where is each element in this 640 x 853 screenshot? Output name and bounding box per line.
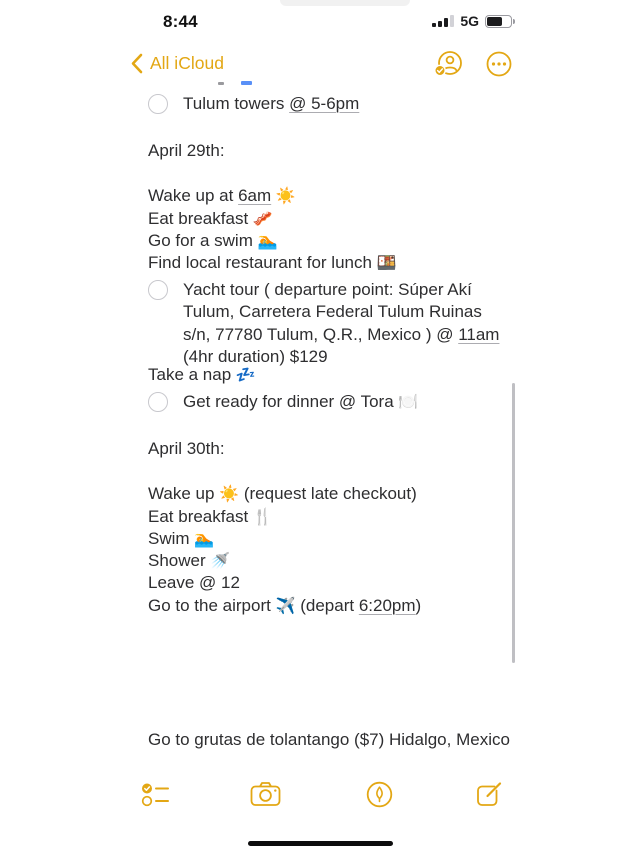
line-swim-2: Swim 🏊 — [148, 529, 215, 548]
fork-knife-icon: 🍴 — [252, 509, 273, 526]
heading-april-29: April 29th: — [148, 141, 225, 160]
line-go-for-swim: Go for a swim 🏊 — [148, 231, 278, 250]
status-bar — [0, 0, 640, 44]
bottom-toolbar — [0, 779, 640, 825]
compose-icon[interactable] — [474, 781, 503, 809]
time-link[interactable]: 6:20pm — [358, 596, 416, 615]
dynamic-island — [280, 0, 410, 6]
line-eat-breakfast-1: Eat breakfast 🥓 — [148, 209, 273, 228]
camera-icon[interactable] — [250, 781, 281, 807]
nav-bar — [0, 46, 640, 86]
bento-box-icon: 🍱 — [376, 255, 397, 272]
time-link[interactable]: 11am — [458, 324, 500, 344]
back-button-label: All iCloud — [150, 53, 224, 73]
cellular-signal-icon — [432, 15, 454, 27]
checkbox-unchecked[interactable] — [148, 280, 168, 300]
markup-pen-icon[interactable] — [366, 781, 393, 808]
bacon-icon: 🥓 — [252, 211, 273, 228]
line-find-lunch: Find local restaurant for lunch 🍱 — [148, 253, 397, 272]
network-type-label: 5G — [460, 13, 479, 29]
more-options-button[interactable] — [486, 51, 512, 77]
shower-icon: 🚿 — [210, 553, 231, 570]
sun-icon: ☀️ — [219, 486, 240, 503]
sun-icon: ☀️ — [275, 188, 296, 205]
home-indicator[interactable] — [248, 841, 393, 846]
time-link[interactable]: @ 5-6pm — [289, 94, 360, 113]
nav-actions — [431, 49, 512, 79]
checkbox-unchecked[interactable] — [148, 392, 168, 412]
item-text: Get ready for dinner @ Tora 🍽️ — [183, 392, 419, 411]
item-text: Yacht tour ( departure point: Súper Akí Tulum, Carretera Federal Tulum Ruinas s/n, 77780 Tulum, Q.R., Mexico ) @ 11am (4hr duration) $129 — [183, 280, 500, 366]
clipped-link-fragment — [241, 81, 252, 85]
line-leave-at-12: Leave @ 12 — [148, 573, 240, 592]
scrollbar-thumb[interactable] — [512, 383, 515, 663]
back-button[interactable] — [130, 53, 224, 74]
line-wake-up-2: Wake up ☀️ (request late checkout) — [148, 484, 417, 503]
line-go-to-airport: Go to the airport ✈️ (depart 6:20pm) — [148, 596, 422, 615]
line-eat-breakfast-2: Eat breakfast 🍴 — [148, 507, 273, 526]
clipped-line-fragment — [218, 82, 224, 85]
zzz-icon: 💤 — [235, 367, 256, 384]
line-grutas: Go to grutas de tolantango ($7) Hidalgo, Mexico — [148, 730, 510, 749]
fork-knife-plate-icon: 🍽️ — [398, 394, 419, 411]
item-text: Tulum towers @ 5-6pm — [183, 94, 360, 113]
battery-icon — [485, 15, 512, 28]
collaborate-share-button[interactable] — [431, 49, 464, 79]
line-wake-up-6am: Wake up at 6am ☀️ — [148, 186, 296, 205]
swimmer-icon: 🏊 — [194, 531, 215, 548]
note-body[interactable] — [0, 86, 640, 749]
heading-april-30: April 30th: — [148, 439, 225, 458]
status-time: 8:44 — [163, 12, 198, 31]
airplane-icon: ✈️ — [275, 598, 296, 615]
status-right-cluster — [432, 13, 512, 29]
time-link[interactable]: 6am — [238, 186, 272, 205]
chevron-left-icon — [130, 53, 143, 74]
checklist-icon[interactable] — [140, 781, 172, 808]
line-take-a-nap: Take a nap 💤 — [148, 365, 256, 384]
line-shower: Shower 🚿 — [148, 551, 231, 570]
swimmer-icon: 🏊 — [257, 233, 278, 250]
checkbox-unchecked[interactable] — [148, 94, 168, 114]
